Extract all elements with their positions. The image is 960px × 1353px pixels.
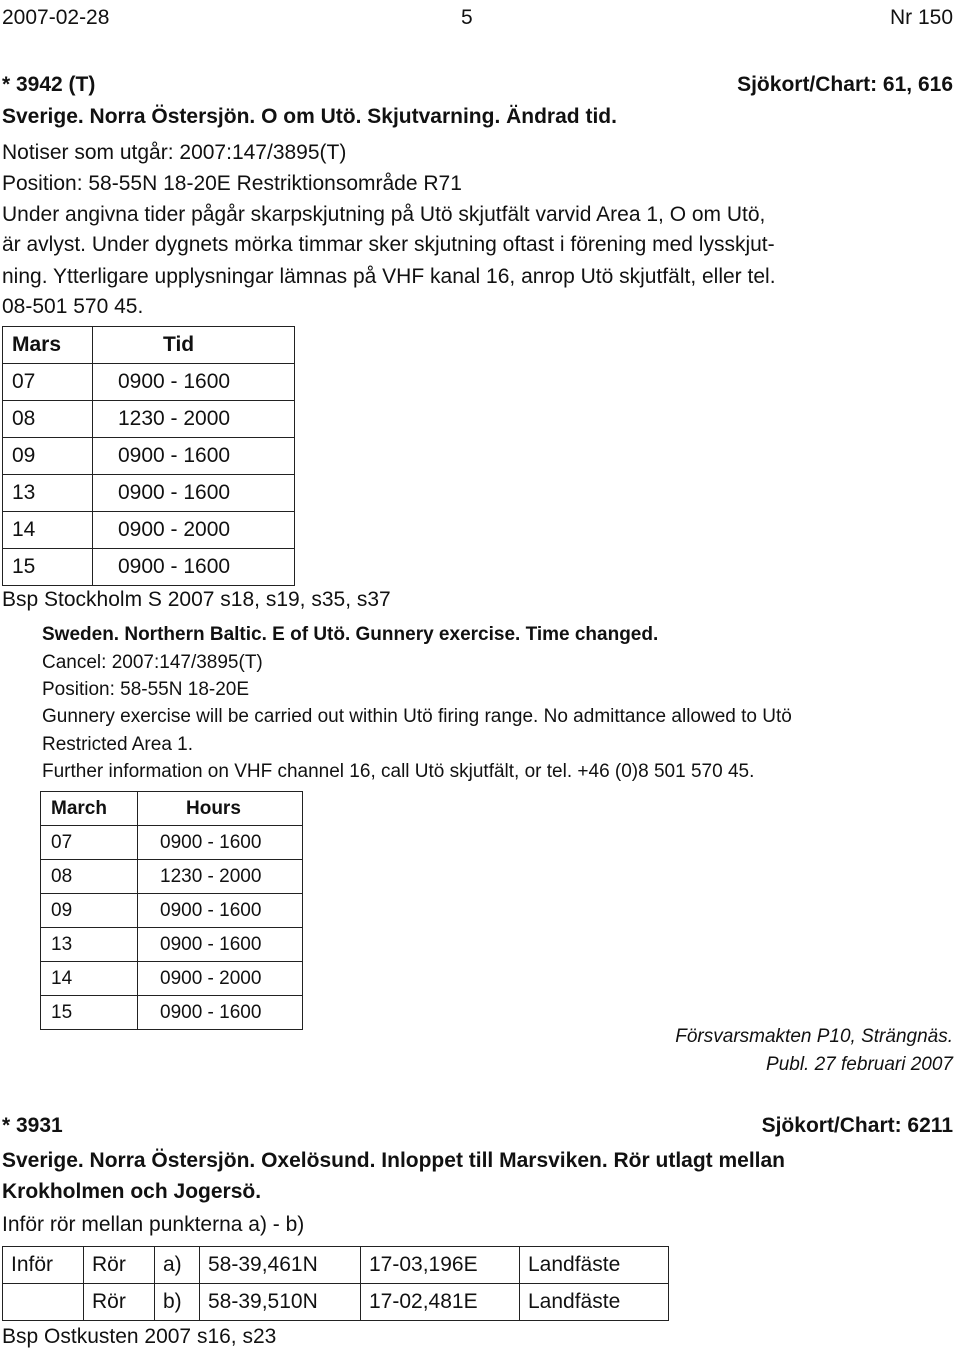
notice-title: Sverige. Norra Östersjön. Oxelösund. Inloppet till Marsviken. Rör utlagt mellan [2,1149,786,1172]
table-cell: 17-02,481E [361,1284,520,1321]
table-cell: 07 [41,826,138,860]
table-row [3,512,295,549]
notice-line: 08-501 570 45. [2,295,144,318]
table-row [3,1284,669,1321]
chart-book-reference: Bsp Ostkusten 2007 s16, s23 [2,1325,277,1348]
table-cell: b) [155,1284,200,1321]
table-cell: 58-39,461N [200,1247,361,1284]
schedule-table-sv [2,326,295,586]
table-cell: 17-03,196E [361,1247,520,1284]
page-number: 5 [461,6,473,29]
table-row [41,996,303,1030]
notice-number: * 3931 [2,1114,63,1137]
position-table [2,1246,669,1321]
english-title: Sweden. Northern Baltic. E of Utö. Gunnery exercise. Time changed. [42,624,659,645]
table-cell: 09 [3,438,93,475]
chart-reference: Sjökort/Chart: 6211 [761,1114,953,1137]
table-cell: 1230 - 2000 [138,860,303,894]
table-cell: 0900 - 1600 [138,894,303,928]
table-cell: Rör [84,1284,155,1321]
table-row [3,438,295,475]
table-row [41,860,303,894]
table-cell: 0900 - 1600 [93,438,295,475]
table-cell: 15 [41,996,138,1030]
table-row [41,826,303,860]
notice-title: Krokholmen och Jogersö. [2,1180,262,1203]
table-row [3,1247,669,1284]
notice-line: Notiser som utgår: 2007:147/3895(T) [2,141,347,164]
table-cell: Landfäste [520,1247,669,1284]
table-cell: 0900 - 1600 [138,996,303,1030]
table-cell: 14 [41,962,138,996]
notice-line: ning. Ytterligare upplysningar lämnas på VHF kanal 16, anrop Utö skjutfält, eller tel. [2,265,776,288]
table-cell: 0900 - 1600 [93,364,295,401]
table-cell: 0900 - 1600 [138,928,303,962]
header-date: 2007-02-28 [2,6,110,29]
column-header: Tid [93,327,295,364]
table-row [41,962,303,996]
column-header: Mars [3,327,93,364]
schedule-table-en [40,791,303,1030]
column-header: March [41,792,138,826]
english-line: Gunnery exercise will be carried out within Utö firing range. No admittance allowed to Utö [42,706,792,727]
table-cell: 14 [3,512,93,549]
table-header-row [3,327,295,364]
chart-book-reference: Bsp Stockholm S 2007 s18, s19, s35, s37 [2,588,391,611]
english-line: Position: 58-55N 18-20E [42,679,250,700]
table-cell: 1230 - 2000 [93,401,295,438]
table-row [3,364,295,401]
table-cell: 08 [41,860,138,894]
table-cell: 09 [41,894,138,928]
table-cell [3,1284,84,1321]
notice-intro: Inför rör mellan punkterna a) - b) [2,1213,305,1236]
table-cell: Inför [3,1247,84,1284]
english-line: Further information on VHF channel 16, call Utö skjutfält, or tel. +46 (0)8 501 570 45. [42,761,755,782]
publication-date: Publ. 27 februari 2007 [766,1054,953,1075]
table-cell: 58-39,510N [200,1284,361,1321]
table-row [41,928,303,962]
english-line: Cancel: 2007:147/3895(T) [42,652,263,673]
table-cell: 08 [3,401,93,438]
table-cell: 0900 - 1600 [138,826,303,860]
table-row [3,401,295,438]
chart-reference: Sjökort/Chart: 61, 616 [737,73,953,96]
table-header-row [41,792,303,826]
table-cell: 0900 - 1600 [93,549,295,586]
table-cell: 0900 - 2000 [138,962,303,996]
notice-line: är avlyst. Under dygnets mörka timmar sker skjutning oftast i förening med lysskjut- [2,233,775,256]
table-cell: 13 [3,475,93,512]
notice-title: Sverige. Norra Östersjön. O om Utö. Skjutvarning. Ändrad tid. [2,105,617,128]
table-cell: 0900 - 2000 [93,512,295,549]
table-cell: Rör [84,1247,155,1284]
table-cell: 15 [3,549,93,586]
table-cell: 07 [3,364,93,401]
table-cell: a) [155,1247,200,1284]
source-authority: Försvarsmakten P10, Strängnäs. [675,1026,953,1047]
column-header: Hours [138,792,303,826]
table-row [41,894,303,928]
notice-number: * 3942 (T) [2,73,96,96]
notice-line: Under angivna tider pågår skarpskjutning på Utö skjutfält varvid Area 1, O om Utö, [2,203,766,226]
english-line: Restricted Area 1. [42,734,194,755]
table-cell: 0900 - 1600 [93,475,295,512]
table-row [3,475,295,512]
issue-number: Nr 150 [889,6,953,29]
table-cell: 13 [41,928,138,962]
table-cell: Landfäste [520,1284,669,1321]
notice-line: Position: 58-55N 18-20E Restriktionsområde R71 [2,172,462,195]
table-row [3,549,295,586]
